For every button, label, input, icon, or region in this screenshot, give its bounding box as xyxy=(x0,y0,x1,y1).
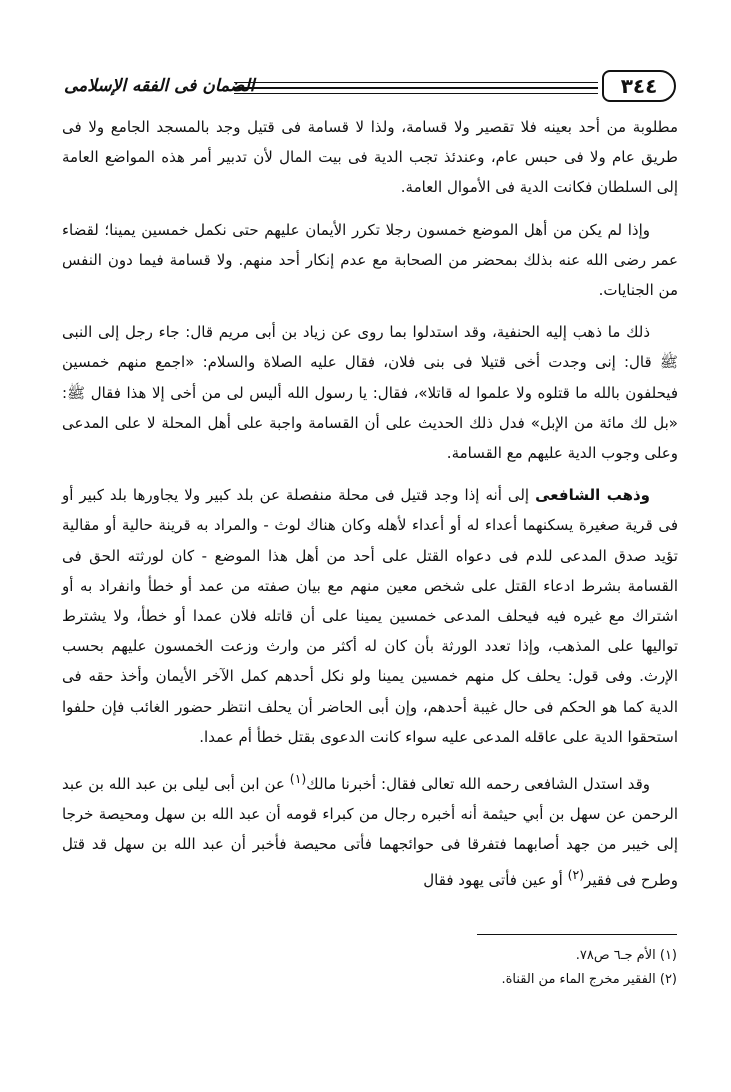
running-header xyxy=(64,70,676,106)
text-run: عن ابن أبى ليلى بن عبد الله بن عبد الرحمن عن سهل بن أبي حيثمة أنه أخبره رجال من كبراء قومه أن عبد الله بن سهل ومحيصة خرجا إلى خيبر من جهد أصابهما فتفرقا فى حوائجهما فأتى محيصة فأخبر أن عبد الله بن سهل قد قتل وطرح فى فقير xyxy=(62,775,678,889)
footnote-1: (١) الأم جـ٦ ص٧٨. xyxy=(575,948,677,963)
text-run: مطلوبة من أحد بعينه فلا تقصير ولا قسامة، ولذا لا قسامة فى قتيل وجد بالمسجد الجامع ولا فى طريق عام ولا فى حبس عام، وعندئذ تجب الدية فى بيت المال لأن تدبير أمر هذه المواضع العامة إلى السلطان فكانت الدية فى الأموال العامة. xyxy=(62,118,678,197)
header-rule xyxy=(234,87,598,89)
text-run: ذلك ما ذهب إليه الحنفية، وقد استدلوا بما روى عن زياد بن أبى مريم قال: جاء رجل إلى النبى ﷺ قال: إنى وجدت أخى قتيلا فى بنى فلان، فقال عليه الصلاة والسلام: «اجمع منهم خمسين فيحلفون بالله ما قتلوه ولا علموا له قاتلا»، فقال: يا رسول الله أليس لى من أخى إلا هذا فقال ﷺ: «بل لك مائة من الإبل» فدل ذلك الحديث على أن القسامة واجبة على أهل المحلة لا على المدعى وعلى وجوب الدية عليهم مع القسامة. xyxy=(62,323,678,463)
text-run: أو عين فأتى يهود فقال xyxy=(423,870,568,889)
main-text xyxy=(62,112,678,895)
footnotes xyxy=(77,944,677,992)
paragraph xyxy=(62,215,678,306)
emphasis: وذهب الشافعى xyxy=(535,486,650,505)
header-rule xyxy=(234,93,598,94)
footnote-2: (٢) الفقير مخرج الماء من القناة. xyxy=(501,972,677,987)
book-title: الضمان فى الفقه الإسلامى xyxy=(64,76,255,96)
header-rule xyxy=(234,82,598,83)
text-run: وإذا لم يكن من أهل الموضع خمسون رجلا تكرر الأيمان عليهم حتى نكمل خمسين يمينا؛ لقضاء عمر رضى الله عنه بذلك بمحضر من الصحابة مع عدم إنكار أحد منهم. ولا قسامة فيما دون النفس من الجنايات. xyxy=(62,220,678,300)
page-number-badge: ٣٤٤ xyxy=(602,70,676,102)
footnote-ref: (٢) xyxy=(567,866,585,882)
paragraph xyxy=(62,480,678,752)
footnote-separator xyxy=(477,934,677,935)
paragraph xyxy=(62,317,678,468)
paragraph xyxy=(62,764,678,895)
paragraph xyxy=(62,112,678,203)
text-run: إلى أنه إذا وجد قتيل فى محلة منفصلة عن بلد كبير ولا يجاورها بلد كبير أو فى قرية صغيرة يسكنهما أعداء له أو أعداء لأهله وكان هناك لوث - والمراد به قرينة حالية أو مقالية تؤيد صدق المدعى للدم فى دعواه القتل على أحد من أهل هذا الموضع - كان لورثته الحق فى القسامة بشرط ادعاء القتل على شخص معين منهم مع بيان صفته من عمد أو خطأ وانفراد به أو اشتراك مع غيره فيه فيحلف المدعى خمسين يمينا على أن قاتله فلان عمدا أو خطأ، ولا يشترط تواليها على المذهب، وإذا تعدد الورثة بأن كان له أكثر من وارث وزعت الخمسون عليهم بحسب الإرث. وفى قول: يحلف كل منهم خمسين يمينا ولو نكل أحدهم كمل الآخر الأيمان وأخذ حقه فى الدية كما هو الحكم فى حال غيبة أحدهم، وإن أبى الحاضر أن يحلف انتظر حضور الغائب فإن حلفوا استحقوا الدية على عاقله المدعى عليه سواء كانت الدعوى بقتل خطأ أم عمدا. xyxy=(62,486,678,746)
footnote-ref: (١) xyxy=(289,771,307,787)
text-run: وقد استدل الشافعى رحمه الله تعالى فقال: أخبرنا مالك xyxy=(306,775,650,794)
